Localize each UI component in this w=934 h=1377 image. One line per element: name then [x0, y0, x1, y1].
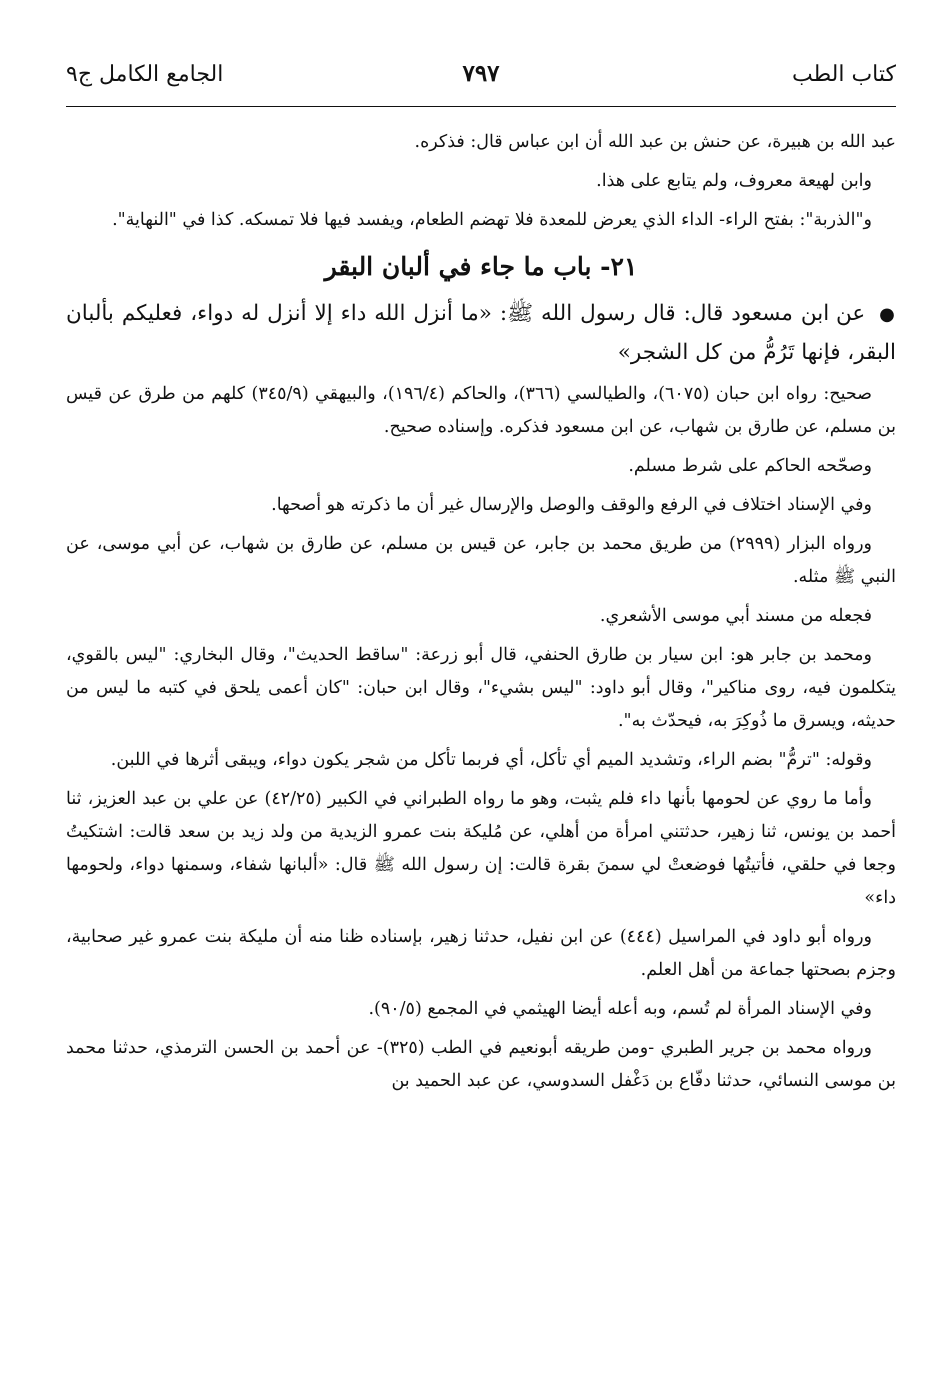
paragraph: وفي الإسناد المرأة لم تُسم، وبه أعله أيضا الهيثمي في المجمع (٩٠/٥). — [368, 999, 872, 1019]
bullet-icon: ● — [879, 304, 896, 325]
header-volume: الجامع الكامل ج٩ — [66, 62, 224, 87]
hadith-body: عن ابن مسعود قال: قال رسول الله ﷺ: «ما أنزل الله داء إلا أنزل له دواء، فعليكم بألبان البقر، فإنها تَرُمُّ من كل الشجر» — [66, 301, 896, 365]
paragraph: وقوله: "ترمُّ" بضم الراء، وتشديد الميم أي تأكل، أي فربما تأكل من شجر يكون دواء، ويبقى أثرها في اللبن. — [110, 750, 872, 770]
paragraph: فجعله من مسند أبي موسى الأشعري. — [599, 606, 872, 626]
chapter-title: ٢١- باب ما جاء في ألبان البقر — [324, 252, 638, 281]
paragraph: وأما ما روي عن لحومها بأنها داء فلم يثبت، وهو ما رواه الطبراني في الكبير (٤٢/٢٥) عن علي بن عبد العزيز، ثنا أحمد بن يونس، ثنا زهير، حدثتني امرأة من أهلي، عن مُليكة بنت عمرو الزيدية من ولد زيد بن سعد قالت: اشتكيتُ وجعا في حلقي، فأتيتُها فوضعتْ لي سمنَ بقرة قالت: إن رسول الله ﷺ قال: «ألبانها شفاء، وسمنها دواء، ولحومها داء» — [66, 789, 896, 908]
paragraph: عبد الله بن هبيرة، عن حنش بن عبد الله أن ابن عباس قال: فذكره. — [414, 132, 896, 152]
header-divider — [66, 106, 896, 107]
page-header — [66, 58, 896, 100]
paragraph: وصحّحه الحاكم على شرط مسلم. — [628, 456, 872, 476]
paragraph: ورواه البزار (٢٩٩٩) من طريق محمد بن جابر، عن قيس بن مسلم، عن طارق بن شهاب، عن أبي موسى، عن النبي ﷺ مثله. — [66, 534, 896, 587]
page-number: ٧٩٧ — [462, 60, 500, 87]
paragraph: و"الذربة": بفتح الراء- الداء الذي يعرض للمعدة فلا تهضم الطعام، ويفسد فيها فلا تمسكه. كذا في "النهاية". — [112, 210, 872, 230]
paragraph: وابن لهيعة معروف، ولم يتابع على هذا. — [596, 171, 872, 191]
header-book-title: كتاب الطب — [792, 62, 896, 87]
paragraph: ورواه محمد بن جرير الطبري -ومن طريقه أبونعيم في الطب (٣٢٥)- عن أحمد بن الحسن الترمذي، حدثنا محمد بن موسى النسائي، حدثنا دفّاع بن دَغْفل السدوسي، عن عبد الحميد بن — [66, 1038, 896, 1091]
paragraph: ورواه أبو داود في المراسيل (٤٤٤) عن ابن نفيل، حدثنا زهير، بإسناده ظنا منه أن مليكة بنت عمرو غير صحابية، وجزم بصحتها جماعة من أهل العلم. — [66, 927, 896, 980]
hadith-text — [66, 295, 896, 372]
book-page — [66, 0, 896, 1377]
page-body — [66, 126, 896, 1104]
paragraph: ومحمد بن جابر هو: ابن سيار بن طارق الحنفي، قال أبو زرعة: "ساقط الحديث"، وقال البخاري: "ليس بالقوي، يتكلمون فيه، روى مناكير"، وقال أبو داود: "ليس بشيء"، وقال ابن حبان: "كان أعمى يلحق في كتبه ما ليس من حديثه، ويسرق ما ذُوكِرَ به، فيحدّث به". — [66, 645, 896, 731]
paragraph: صحيح: رواه ابن حبان (٦٠٧٥)، والطيالسي (٣٦٦)، والحاكم (١٩٦/٤)، والبيهقي (٣٤٥/٩) كلهم من طرق عن قيس بن مسلم، عن طارق بن شهاب، عن ابن مسعود فذكره. وإسناده صحيح. — [66, 384, 896, 437]
paragraph: وفي الإسناد اختلاف في الرفع والوقف والوصل والإرسال غير أن ما ذكرته هو أصحها. — [271, 495, 872, 515]
